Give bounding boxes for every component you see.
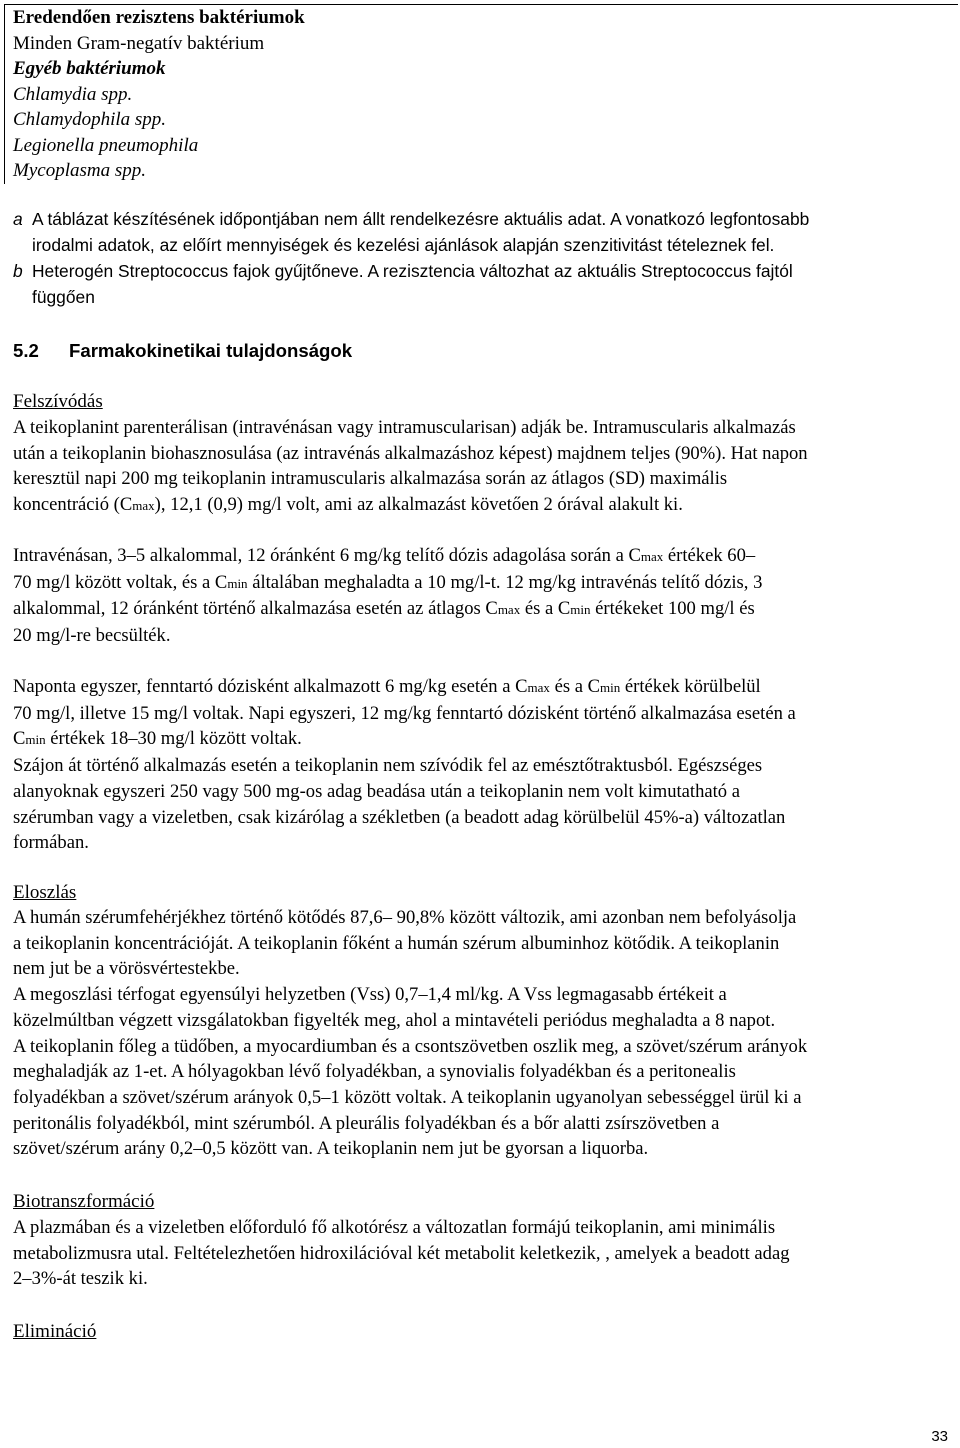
text-line: formában. (13, 832, 89, 854)
text-line: A teikoplanint parenterálisan (intravénásan vagy intramuscularisan) adják be. Intramuscularis alkalmazás (13, 417, 796, 438)
text-line (13, 726, 948, 753)
table-row: Mycoplasma spp. (13, 160, 146, 181)
section-title: Farmakokinetikai tulajdonságok (69, 340, 353, 361)
subscript-max: max (640, 549, 664, 564)
text-span: általában meghaladta a 10 mg/l-t. 12 mg/kg intravénás telítő dózis, 3 (247, 571, 763, 593)
paragraph-absorption-3 (13, 674, 948, 856)
text-span: értékek körülbelül (620, 676, 761, 697)
text-line: peritonális folyadékból, mint szérumból. A pleurális folyadékban és a bőr alatti zsírszövetben a (13, 1112, 720, 1134)
text-line: Szájon át történő alkalmazás esetén a teikoplanin nem szívódik fel az emésztőtraktusból. Egészséges (13, 755, 763, 777)
footnote-b (13, 258, 948, 310)
text-line: közelmúltban végzett vizsgálatokban figyelték meg, ahol a mintavételi periódus meghaladta a 8 napot. (13, 1009, 776, 1031)
text-line: metabolizmusra utal. Feltételezhetően hidroxilációval két metabolit keletkezik, , amelyek a beadott adag (13, 1242, 790, 1264)
resistance-table (4, 4, 958, 184)
section-number: 5.2 (13, 340, 39, 361)
footnote-a (13, 206, 948, 258)
text-span: és a C (549, 676, 601, 697)
text-span: értékek 60– (663, 545, 756, 566)
text-line: nem jut be a vörösvértestekbe. (13, 958, 240, 980)
paragraph-absorption-2 (13, 543, 948, 649)
text-line (13, 492, 948, 519)
subscript-min: min (570, 602, 591, 618)
subscript-max: max (132, 498, 155, 514)
text-span: Intravénásan, 3–5 alkalommal, 12 óránként 6 mg/kg telítő dózis adagolása során a C (13, 545, 641, 566)
text-span: koncentráció (C (13, 494, 133, 516)
text-line: szérumban vagy a vizeletben, csak kizárólag a székletben (a beadott adag körülbelül 45%-a) változatlan (13, 806, 786, 828)
text-line (13, 543, 948, 570)
footnote-text: A táblázat készítésének időpontjában nem állt rendelkezésre aktuális adat. A vonatkozó legfontosabb (32, 209, 810, 229)
footnote-text: függően (32, 287, 95, 307)
text-line (13, 674, 948, 701)
footnote-text: irodalmi adatok, az előírt mennyiségek és kezelési ajánlások alapján szenzitivitást tételeznek fel. (32, 235, 775, 255)
footnote-mark: a (13, 209, 23, 229)
subscript-max: max (497, 602, 521, 618)
subscript-min: min (600, 680, 621, 695)
subscript-min: min (25, 732, 46, 748)
text-line: meghaladják az 1-et. A hólyagokban lévő folyadékban, a synovialis folyadékban és a peritonealis (13, 1061, 736, 1083)
text-line: 2–3%-át teszik ki. (13, 1268, 148, 1290)
text-span: C (13, 728, 26, 750)
text-line (13, 570, 948, 597)
paragraph-absorption-1 (13, 415, 948, 519)
table-row: Eredendően rezisztens baktériumok (13, 7, 305, 28)
text-line: A megoszlási térfogat egyensúlyi helyzetben (Vss) 0,7–1,4 ml/kg. A Vss legmagasabb értékeit a (13, 984, 727, 1006)
text-line (13, 596, 948, 623)
table-row: Chlamydia spp. (13, 83, 133, 105)
text-line: 70 mg/l, illetve 15 mg/l voltak. Napi egyszeri, 12 mg/kg fenntartó dózisként történő alkalmazása esetén a (13, 702, 796, 724)
text-span: Naponta egyszer, fenntartó dózisként alkalmazott 6 mg/kg esetén a C (13, 676, 528, 697)
table-row: Legionella pneumophila (13, 134, 199, 156)
subheading-absorption: Felszívódás (13, 391, 103, 412)
text-line: a teikoplanin koncentrációját. A teikoplanin főként a humán szérum albuminhoz kötődik. A teikoplanin (13, 932, 780, 954)
subheading-elimination: Elimináció (13, 1321, 97, 1342)
paragraph-biotransformation (13, 1215, 948, 1292)
text-line: keresztül napi 200 mg teikoplanin intramuscularis alkalmazása során az átlagos (SD) maximális (13, 468, 728, 490)
subscript-max: max (527, 680, 550, 695)
text-line: szövet/szérum arány 0,2–0,5 között van. A teikoplanin nem jut be gyorsan a liquorba. (13, 1138, 649, 1160)
paragraph-distribution (13, 905, 948, 1162)
text-span: és a C (520, 598, 571, 620)
text-span: ), 12,1 (0,9) mg/l volt, ami az alkalmazást követően 2 órával alakult ki. (154, 494, 683, 516)
subheading-biotransformation: Biotranszformáció (13, 1191, 155, 1212)
text-line: A plazmában és a vizeletben előforduló fő alkotórész a változatlan formájú teikoplanin, ami minimális (13, 1217, 776, 1238)
section-heading (13, 338, 352, 364)
text-line: folyadékban a szövet/szérum arányok 0,5–1 között voltak. A teikoplanin ugyanolyan sebességgel ürül ki a (13, 1086, 802, 1108)
text-line: után a teikoplanin biohasznosulása (az intravénás alkalmazáshoz képest) majdnem teljes (90%). Hat napon (13, 442, 808, 464)
text-span: 70 mg/l között voltak, és a C (13, 571, 228, 593)
text-line: 20 mg/l-re becsülték. (13, 625, 171, 647)
text-span: értékeket 100 mg/l és (590, 598, 755, 620)
page-number: 33 (931, 1428, 948, 1445)
table-row: Minden Gram-negatív baktérium (13, 32, 265, 54)
footnote-mark: b (13, 261, 23, 281)
text-span: alkalommal, 12 óránként történő alkalmazása esetén az átlagos C (13, 598, 498, 620)
text-span: értékek 18–30 mg/l között voltak. (45, 728, 302, 750)
text-line: A humán szérumfehérjékhez történő kötődés 87,6– 90,8% között változik, ami azonban nem befolyásolja (13, 907, 797, 928)
table-row: Egyéb baktériumok (13, 58, 166, 79)
text-line: A teikoplanin főleg a tüdőben, a myocardiumban és a csontszövetben oszlik meg, a szövet/szérum arányok (13, 1035, 808, 1057)
subscript-min: min (227, 575, 248, 591)
footnote-text: Heterogén Streptococcus fajok gyűjtőneve. A rezisztencia változhat az aktuális Streptococcus fajtól (32, 261, 793, 281)
subheading-distribution: Eloszlás (13, 882, 77, 903)
text-line: alanyoknak egyszeri 250 vagy 500 mg-os adag beadása után a teikoplanin nem volt kimutatható a (13, 780, 741, 802)
table-row: Chlamydophila spp. (13, 109, 167, 130)
